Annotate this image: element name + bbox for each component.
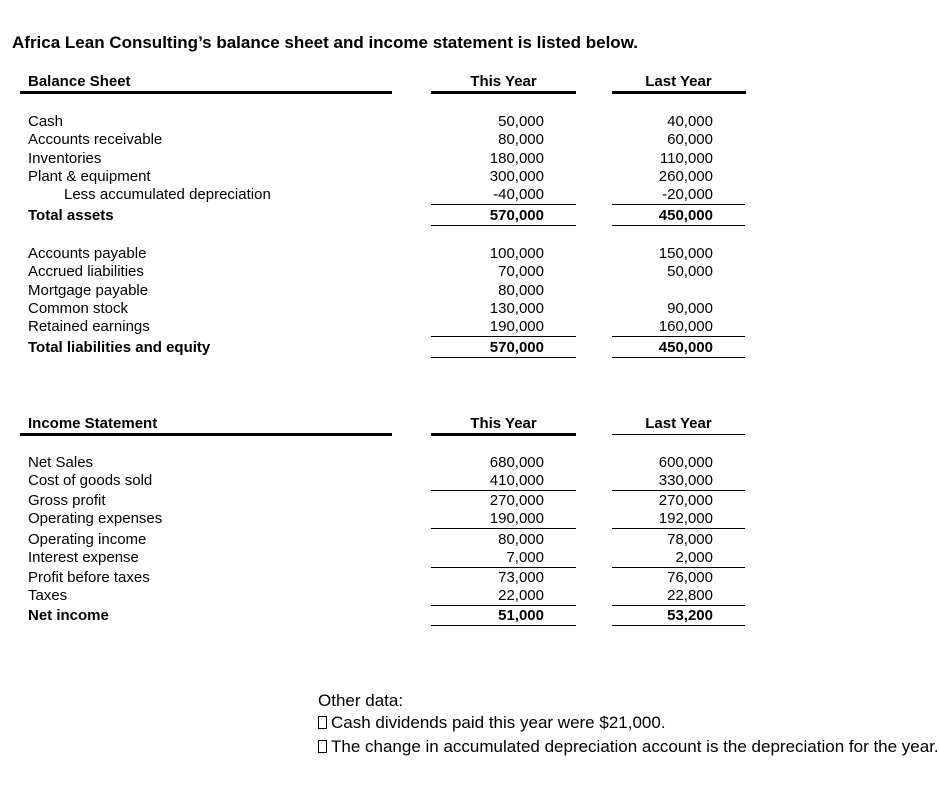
subtotal-rule (431, 336, 576, 337)
row-label: Plant & equipment (28, 168, 151, 185)
value-last-year: 150,000 (658, 245, 713, 262)
value-last-year: 600,000 (658, 454, 713, 471)
subtotal-rule (431, 204, 576, 205)
other-data-text: The change in accumulated depreciation account is the depreciation for the year. (331, 737, 939, 756)
row-label: Retained earnings (28, 318, 150, 335)
is-col-last-year: Last Year (645, 415, 712, 432)
value-this-year: 680,000 (489, 454, 544, 471)
value-last-year: 450,000 (658, 339, 713, 356)
row-label: Net Sales (28, 454, 94, 471)
row-label: Mortgage payable (28, 282, 149, 299)
subtotal-rule (431, 567, 576, 568)
subtotal-rule (431, 528, 576, 529)
row-label: Operating expenses (28, 510, 163, 527)
value-this-year: 80,000 (498, 531, 544, 548)
row-label: Total assets (28, 207, 114, 224)
row-label: Less accumulated depreciation (64, 186, 271, 203)
value-this-year: 570,000 (489, 207, 544, 224)
value-last-year: 450,000 (658, 207, 713, 224)
value-this-year: 7,000 (506, 549, 544, 566)
value-last-year: 160,000 (658, 318, 713, 335)
income-statement-header: Income Statement (28, 415, 158, 432)
value-this-year: 50,000 (498, 113, 544, 130)
subtotal-rule (431, 605, 576, 606)
total-rule (612, 357, 745, 358)
other-data-item (318, 713, 666, 733)
bs-header-rule-this-year (431, 91, 576, 94)
value-last-year: 22,800 (667, 587, 713, 604)
total-rule (431, 357, 576, 358)
subtotal-rule (612, 204, 745, 205)
value-this-year: 270,000 (489, 492, 544, 509)
subtotal-rule (612, 336, 745, 337)
value-last-year: 192,000 (658, 510, 713, 527)
other-data-item (318, 737, 939, 757)
value-this-year: 570,000 (489, 339, 544, 356)
page-title: Africa Lean Consulting’s balance sheet and income statement is listed below. (12, 33, 639, 52)
box-bullet-icon (318, 740, 327, 753)
value-last-year: 2,000 (675, 549, 713, 566)
value-this-year: 130,000 (489, 300, 544, 317)
total-rule (612, 625, 745, 626)
is-col-this-year: This Year (470, 415, 537, 432)
value-this-year: -40,000 (493, 186, 544, 203)
total-rule (612, 225, 745, 226)
value-this-year: 410,000 (489, 472, 544, 489)
value-this-year: 80,000 (498, 131, 544, 148)
row-label: Accounts receivable (28, 131, 163, 148)
value-last-year: 330,000 (658, 472, 713, 489)
bs-header-rule-label (20, 91, 392, 94)
value-last-year: -20,000 (662, 186, 713, 203)
value-this-year: 51,000 (498, 607, 544, 624)
is-header-rule-last-year (612, 434, 745, 435)
value-this-year: 190,000 (489, 318, 544, 335)
row-label: Gross profit (28, 492, 106, 509)
value-this-year: 180,000 (489, 150, 544, 167)
value-this-year: 190,000 (489, 510, 544, 527)
row-label: Accrued liabilities (28, 263, 144, 280)
row-label: Net income (28, 607, 109, 624)
row-label: Accounts payable (28, 245, 147, 262)
row-label: Cash (28, 113, 64, 130)
value-this-year: 80,000 (498, 282, 544, 299)
bs-col-this-year: This Year (470, 73, 537, 90)
row-label: Operating income (28, 531, 147, 548)
box-bullet-icon (318, 716, 327, 729)
row-label: Inventories (28, 150, 102, 167)
value-last-year: 60,000 (667, 131, 713, 148)
value-this-year: 70,000 (498, 263, 544, 280)
value-last-year: 40,000 (667, 113, 713, 130)
subtotal-rule (612, 528, 745, 529)
value-last-year: 90,000 (667, 300, 713, 317)
value-last-year: 78,000 (667, 531, 713, 548)
subtotal-rule (612, 567, 745, 568)
is-header-rule-this-year (431, 433, 576, 436)
value-this-year: 22,000 (498, 587, 544, 604)
value-last-year: 50,000 (667, 263, 713, 280)
value-this-year: 300,000 (489, 168, 544, 185)
bs-col-last-year: Last Year (645, 73, 712, 90)
value-last-year: 260,000 (658, 168, 713, 185)
row-label: Interest expense (28, 549, 139, 566)
value-last-year: 110,000 (659, 150, 713, 167)
row-label: Taxes (28, 587, 68, 604)
total-rule (431, 225, 576, 226)
bs-header-rule-last-year (612, 91, 746, 94)
value-this-year: 73,000 (498, 569, 544, 586)
row-label: Total liabilities and equity (28, 339, 211, 356)
row-label: Profit before taxes (28, 569, 150, 586)
subtotal-rule (612, 605, 745, 606)
value-last-year: 53,200 (667, 607, 713, 624)
value-last-year: 76,000 (667, 569, 713, 586)
row-label: Common stock (28, 300, 129, 317)
other-data-heading: Other data: (318, 691, 404, 710)
row-label: Cost of goods sold (28, 472, 153, 489)
subtotal-rule (431, 490, 576, 491)
other-data-text: Cash dividends paid this year were $21,000. (331, 713, 666, 732)
balance-sheet-header: Balance Sheet (28, 73, 131, 90)
subtotal-rule (612, 490, 745, 491)
value-this-year: 100,000 (489, 245, 544, 262)
value-last-year: 270,000 (658, 492, 713, 509)
total-rule (431, 625, 576, 626)
is-header-rule-label (20, 433, 392, 436)
